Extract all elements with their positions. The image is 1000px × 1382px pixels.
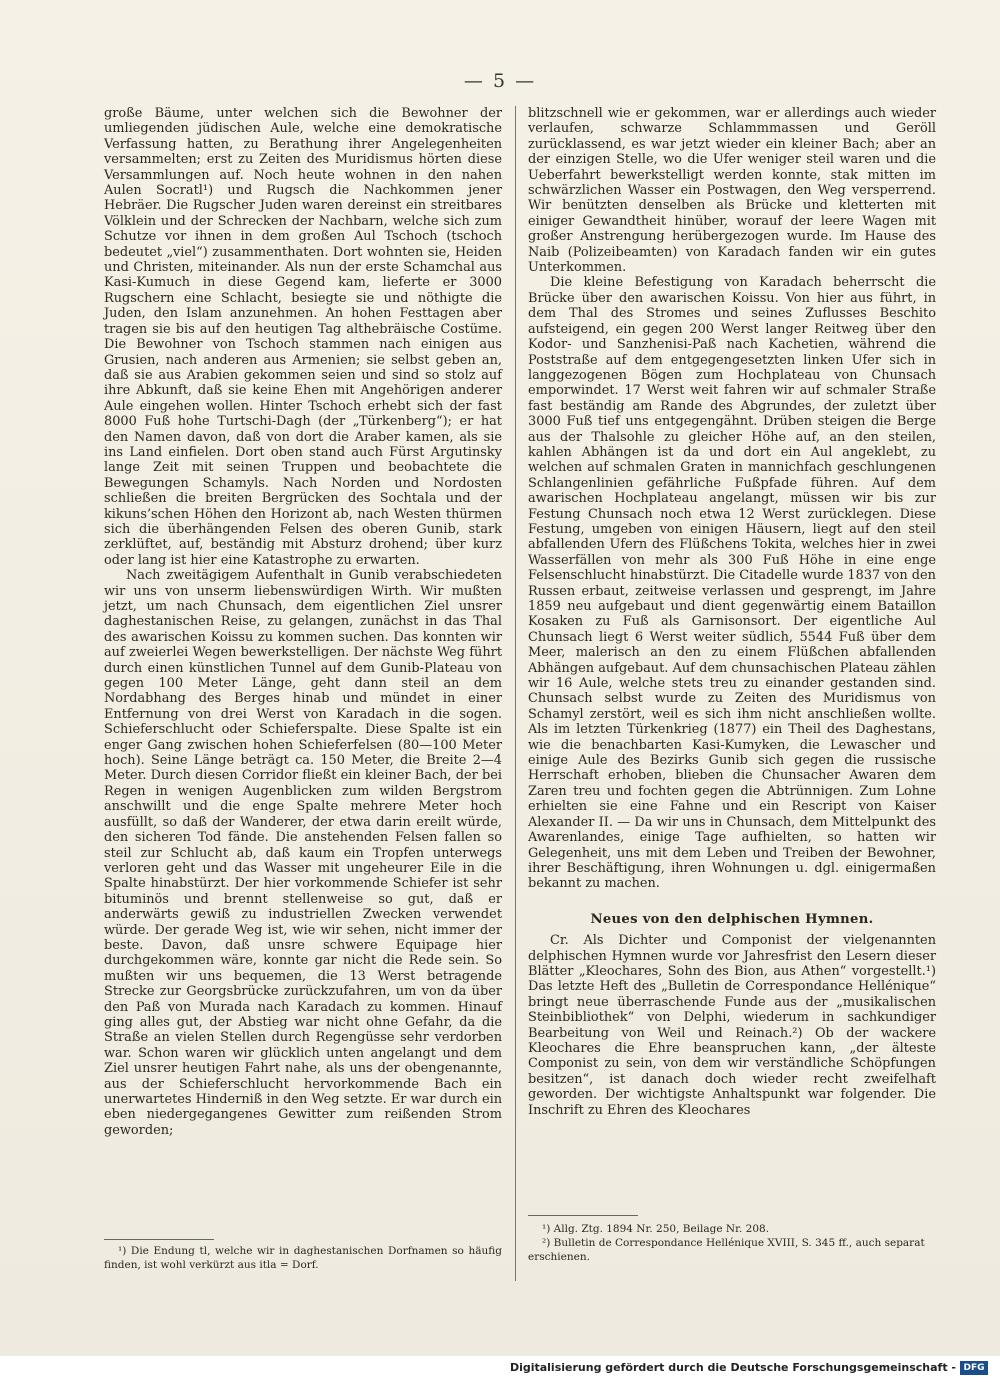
- funding-credit: Digitalisierung gefördert durch die Deutsche Forschungsgemeinschaft -: [509, 1361, 956, 1374]
- left-footnote-rule: [104, 1239, 214, 1240]
- footnote: ¹) Allg. Ztg. 1894 Nr. 250, Beilage Nr. 208.: [542, 1223, 770, 1235]
- right-column: [528, 106, 936, 1118]
- article-paragraph-1: Cr. Als Dichter und Componist der vielgenannten delphischen Hymnen wurde vor Jahresfrist den Lesern dieser Blätter „Kleochares, Sohn des Bion, aus Athen“ vorgestellt.¹) Das letzte Heft des „Bulletin de Correspondance Hellénique“ bringt neue überraschende Funde aus der „musikalischen Steinbibliothek“ von Delphi, wiederum in sachkundiger Bearbeitung von Weil und Reinach.²) Ob der wackere Kleochares die Ehre beanspruchen kann, „der älteste Componist zu sein, von dem wir verständliche Schöpfungen besitzen“, ist danach doch wieder recht zweifelhaft geworden. Der wichtigste Anhaltspunkt war folgender. Die Inschrift zu Ehren des Kleochares: [528, 933, 936, 1118]
- footnote: ¹) Die Endung tl, welche wir in daghestanischen Dorfnamen so häufig finden, ist wohl verkürzt aus itla = Dorf.: [104, 1245, 502, 1271]
- footnote: ²) Bulletin de Correspondance Hellénique XVIII, S. 345 ff., auch separat erschienen.: [528, 1237, 925, 1263]
- left-paragraph-1: große Bäume, unter welchen sich die Bewohner der umliegenden jüdischen Aule, welche eine demokratische Verfassung hatten, zu Berathung ihrer Angelegenheiten versammelten; erst zu Zeiten des Muridismus hörten diese Versammlungen auf. Noch heute wohnen in den nahen Aulen Socratl¹) und Rugsch die Nachkommen jener Hebräer. Die Rugscher Juden waren dereinst ein streitbares Völklein und der Schrecken der Nachbarn, welche sich zum Schutze vor ihnen in dem großen Aul Tschoch (tschoch bedeutet „viel“) zusammenthaten. Dort wohnten sie, Heiden und Christen, miteinander. Als nun der erste Schamchal aus Kasi-Kumuch in diese Gegend kam, lieferte er 3000 Rugschern eine Schlacht, besiegte sie und nöthigte die Juden, den Islam anzunehmen. An hohen Festtagen aber tragen sie bis auf den heutigen Tag althebräische Costüme. Die Bewohner von Tschoch stammen nach einigen aus Grusien, nach anderen aus Armenien; sie selbst geben an, daß sie aus Arabien gekommen seien und sind so stolz auf ihre Abkunft, daß sie keine Ehen mit Angehörigen anderer Aule eingehen wollen. Hinter Tschoch erhebt sich der fast 8000 Fuß hohe Turtschi-Dagh (der „Türkenberg“); er hat den Namen davon, daß von dort die Araber kamen, als sie ins Land einfielen. Dort oben stand auch Fürst Argutinsky lange Zeit mit seinen Truppen und beobachtete die Bewegungen Schamyls. Nach Norden und Nordosten schließen die breiten Bergrücken des Sochtala und der kikuns’schen Höhen den Horizont ab, nach Westen thürmen sich die überhängenden Felsen des oberen Gunib, stark zerklüftet, auf, beständig mit Absturz drohend; über kurz oder lang ist hier eine Katastrophe zu erwarten.: [104, 106, 502, 568]
- right-paragraph-2: Die kleine Befestigung von Karadach beherrscht die Brücke über den awarischen Koissu. Von hier aus führt, in dem Thal des Stromes und seines Zuflusses Beschito aufsteigend, ein gegen 200 Werst langer Reitweg über den Kodor- und Sanzhenisi-Paß nach Kachetien, während die Poststraße auf dem entgegengesetzten linken Ufer sich in langgezogenen Bögen zum Hochplateau von Chunsach emporwindet. 17 Werst weit fahren wir auf schmaler Straße fast beständig am Rande des Abgrundes, der zuletzt über 3000 Fuß tief uns entgegengähnt. Drüben steigen die Berge aus der Thalsohle zu gleicher Höhe auf, an den steilen, kahlen Abhängen ist da und dort ein Aul angeklebt, zu welchen auf schmalen Graten in mannichfach geschlungenen Schlangenlinien gefährliche Fußpfade führen. Auf dem awarischen Hochplateau angelangt, müssen wir bis zur Festung Chunsach noch etwa 12 Werst zurücklegen. Diese Festung, umgeben von einigen Häusern, liegt auf den steil abfallenden Ufern des Flüßchens Tokita, welches hier in zwei Wasserfällen von mehr als 300 Fuß Höhe in eine enge Felsenschlucht hinabstürzt. Die Citadelle wurde 1837 von den Russen erbaut, zeitweise verlassen und gesprengt, im Jahre 1859 neu aufgebaut und dient gegenwärtig einem Bataillon Kosaken zu Fuß als Garnisonsort. Der eigentliche Aul Chunsach liegt 6 Werst weiter südlich, 5544 Fuß über dem Meer, malerisch an den zu einem Flüßchen abfallenden Abhängen aufgebaut. Auf dem chunsachischen Plateau zählen wir 16 Aule, welche stets treu zu einander gestanden sind. Chunsach selbst wurde zu Zeiten des Muridismus von Schamyl zerstört, weil es sich ihm nicht anschließen wollte. Als im letzten Türkenkrieg (1877) ein Theil des Daghestans, wie die benachbarten Kasi-Kumyken, die Lewascher und einige Aule des Bezirks Gunib sich gegen die russische Herrschaft erhoben, blieben die Chunsacher Awaren dem Zaren treu und fochten gegen die Abtrünnigen. Zum Lohne erhielten sie eine Fahne und ein Rescript von Kaiser Alexander II. — Da wir uns in Chunsach, dem Mittelpunkt des Awarenlandes, einige Tage aufhielten, so hatten wir Gelegenheit, uns mit dem Leben und Treiben der Bewohner, ihrer Beschäftigung, ihren Wohnungen u. dgl. einigermaßen bekannt zu machen.: [528, 275, 936, 892]
- dfg-logo-icon: DFG: [960, 1361, 988, 1375]
- right-footnote-rule: [528, 1215, 638, 1216]
- page-number: — 5 —: [463, 70, 537, 92]
- left-paragraph-2: Nach zweitägigem Aufenthalt in Gunib verabschiedeten wir uns von unserm liebenswürdigen Wirth. Wir mußten jetzt, um nach Chunsach, dem eigentlichen Ziel unsrer daghestanischen Reise, zu gelangen, zunächst in das Thal des awarischen Koissu zu kommen suchen. Das konnten wir auf zweierlei Wegen bewerkstelligen. Der nächste Weg führt durch einen künstlichen Tunnel auf dem Gunib-Plateau von gegen 100 Meter Länge, geht dann steil an dem Nordabhang des Berges hinab und mündet in einer Entfernung von drei Werst von Karadach in die sogen. Schieferschlucht oder Schieferspalte. Diese Spalte ist ein enger Gang zwischen hohen Schieferfelsen (80—100 Meter hoch). Seine Länge beträgt ca. 150 Meter, die Breite 2—4 Meter. Durch diesen Corridor fließt ein kleiner Bach, der bei Regen in wenigen Augenblicken zum wilden Bergstrom anschwillt und die enge Spalte mehrere Meter hoch ausfüllt, so daß der Wanderer, der etwa darin ereilt würde, den sicheren Tod fände. Die anstehenden Felsen fallen so steil zur Schlucht ab, daß kaum ein Tropfen unterwegs verloren geht und das Wasser mit ungeheurer Eile in die Spalte hinabstürzt. Der hier vorkommende Schiefer ist sehr bituminös und brennt stellenweise so gut, daß er anderwärts gewiß zu industriellen Zwecken verwendet würde. Der gerade Weg ist, wie wir sehen, nicht immer der beste. Davon, daß unsre schwere Equipage hier durchgekommen wäre, konnte gar nicht die Rede sein. So mußten wir uns bequemen, die 13 Werst betragende Strecke zur Georgsbrücke zurückzufahren, um von da über den Paß von Murada nach Karadach zu kommen. Hinauf ging alles gut, der Abstieg war nicht ohne Gefahr, da die Straße an vielen Stellen durch Regengüsse sehr verdorben war. Schon waren wir glücklich unten angelangt und dem Ziel unsrer heutigen Fahrt nahe, als uns der obengenannte, aus der Schieferschlucht hervorkommende Bach ein unerwartetes Hinderniß in den Weg setzte. Er war durch ein eben niedergegangenes Gewitter zum reißenden Strom geworden;: [104, 568, 502, 1138]
- left-footnotes: [104, 1244, 502, 1272]
- right-footnotes: [528, 1222, 936, 1264]
- article-heading: Neues von den delphischen Hymnen.: [590, 911, 874, 927]
- right-paragraph-1: blitzschnell wie er gekommen, war er allerdings auch wieder verlaufen, schwarze Schlammmassen und Geröll zurücklassend, es war jetzt wieder ein kleiner Bach; aber an der einzigen Stelle, wo die Ufer weniger steil waren und die Ueberfahrt bewerkstelligt werden konnte, stak mitten im schwärzlichen Wasser ein Postwagen, den Weg versperrend. Wir benützten denselben als Brücke und kletterten mit einiger Gewandtheit hinüber, worauf der leere Wagen mit großer Anstrengung herübergezogen wurde. Im Hause des Naib (Polizeibeamten) von Karadach fanden wir ein gutes Unterkommen.: [528, 106, 936, 276]
- column-divider: [515, 106, 516, 1281]
- left-column: [104, 106, 502, 1138]
